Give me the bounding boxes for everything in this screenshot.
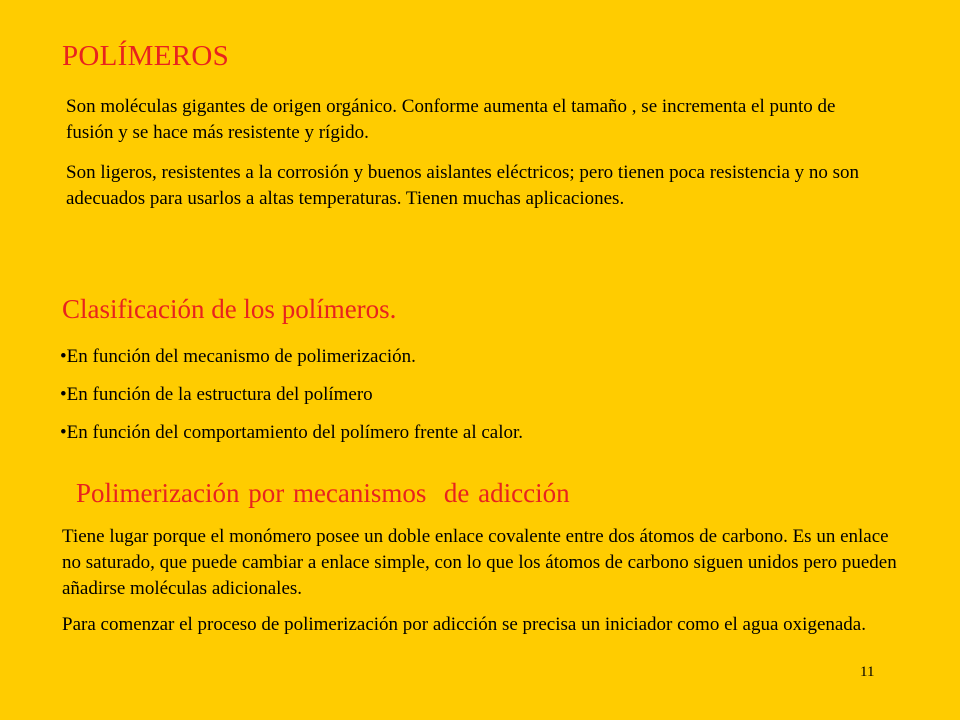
- list-item-text: En función del comportamiento del polímero frente al calor.: [66, 422, 524, 443]
- paragraph: Para comenzar el proceso de polimerización por adicción se precisa un iniciador como el agua oxigenada.: [62, 614, 866, 635]
- list-item: [60, 382, 523, 408]
- section-title-clasificacion: Clasificación de los polímeros.: [62, 294, 397, 324]
- adiccion-text-block: [62, 524, 902, 648]
- list-item-text: En función de la estructura del polímero: [66, 384, 373, 405]
- page-number: 11: [860, 664, 875, 680]
- paragraph: Son moléculas gigantes de origen orgánico. Conforme aumenta el tamaño , se incrementa el punto de fusión y se hace más resistente y rígido.: [66, 96, 836, 143]
- list-item: [60, 420, 523, 446]
- classification-list: [60, 344, 523, 458]
- section-title-adiccion: Polimerización por mecanismos de adicción: [76, 478, 570, 508]
- intro-text-block: [66, 94, 886, 226]
- paragraph: Tiene lugar porque el monómero posee un doble enlace covalente entre dos átomos de carbono. Es un enlace no saturado, que puede cambiar a enlace simple, con lo que los átomos de carbono siguen unidos pero pueden añadirse moléculas adicionales.: [62, 526, 897, 599]
- list-item: [60, 344, 523, 370]
- paragraph: Son ligeros, resistentes a la corrosión y buenos aislantes eléctricos; pero tienen poca resistencia y no son adecuados para usarlos a altas temperaturas. Tienen muchas aplicaciones.: [66, 162, 860, 209]
- list-item-text: En función del mecanismo de polimerización.: [66, 346, 416, 367]
- section-title-polimeros: POLÍMEROS: [62, 40, 230, 72]
